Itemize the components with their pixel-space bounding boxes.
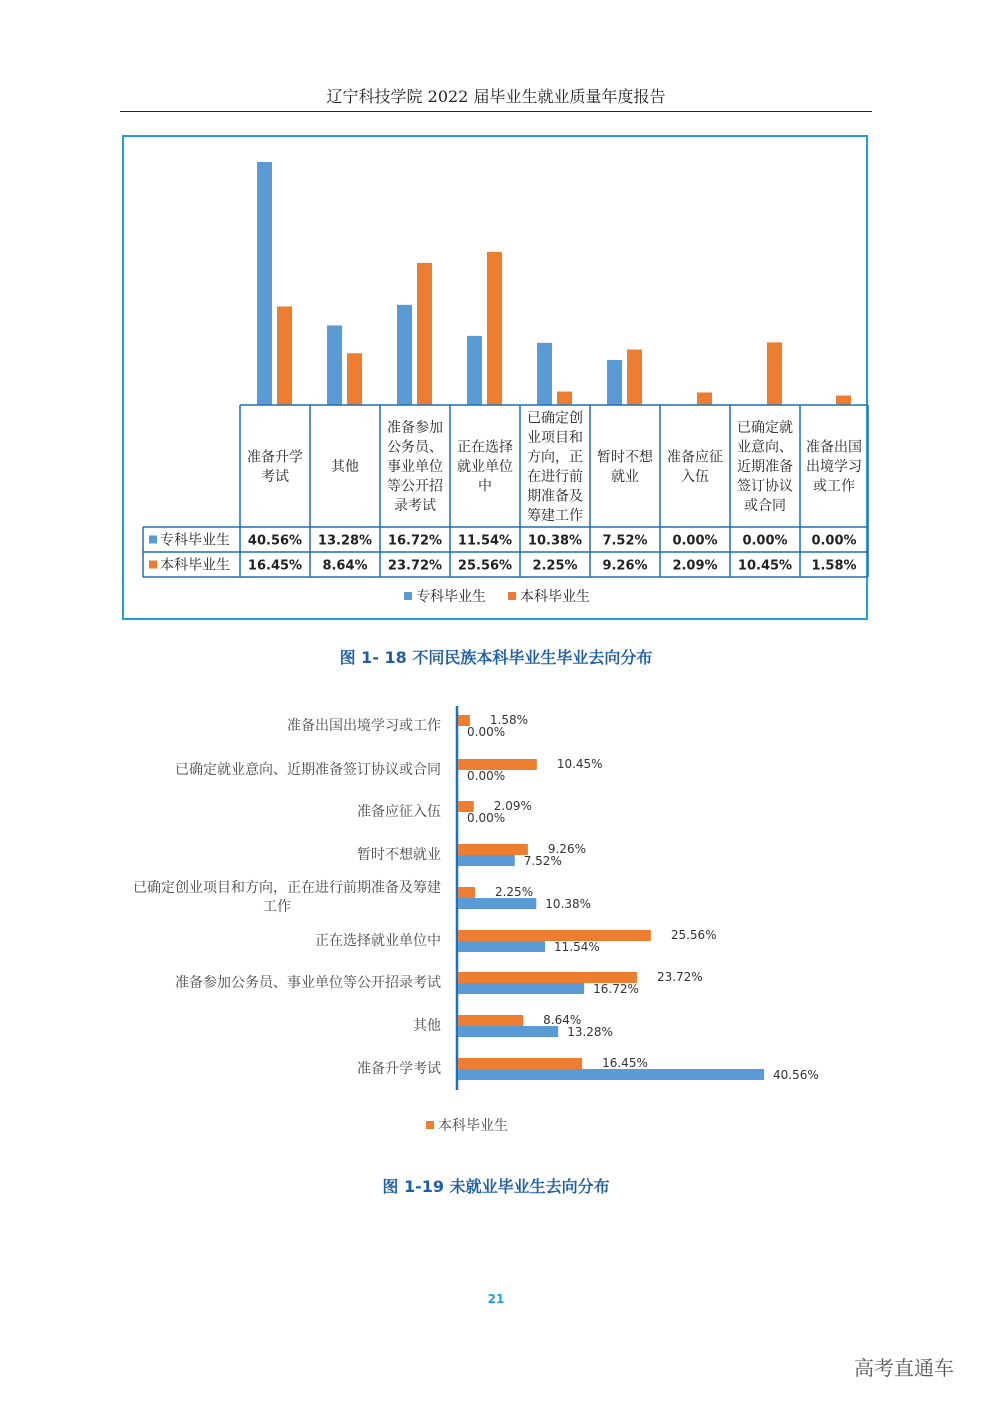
hbar-series2-4 (458, 898, 536, 909)
hbar-label-benke: 16.45% (602, 1056, 648, 1070)
data-label: 7.52% (602, 533, 648, 549)
legend-label-zhuanke: 专科毕业生 (416, 589, 486, 605)
legend-key-benke (508, 592, 516, 600)
legend-label-benke-2: 本科毕业生 (438, 1118, 508, 1134)
category-label: 已确定就 (737, 420, 793, 436)
category-label: 在进行前 (527, 468, 583, 485)
data-label: 16.72% (387, 533, 443, 549)
legend-key-zhuanke (404, 592, 412, 600)
category-label: 正在选择 (457, 439, 513, 456)
category-label: 暂时不想就业 (357, 847, 441, 863)
category-label: 入伍 (681, 468, 709, 485)
data-label: 10.38% (527, 533, 583, 549)
bar-benke-7 (767, 342, 782, 405)
data-label: 0.00% (811, 533, 857, 549)
category-label: 已确定创业项目和方向，正在进行前期准备及筹建 (133, 880, 441, 896)
hbar-label-series2: 11.54% (554, 940, 600, 954)
data-label: 9.26% (602, 558, 648, 574)
category-label: 其他 (331, 459, 359, 475)
page-header-title: 辽宁科技学院 2022 届毕业生就业质量年度报告 (326, 87, 666, 106)
data-label: 0.00% (672, 533, 718, 549)
hbar-label-benke: 2.25% (494, 885, 534, 899)
row-header-series-1: 本科毕业生 (160, 557, 230, 574)
category-label: 或合同 (744, 498, 786, 514)
category-label: 业项目和 (527, 429, 583, 446)
bar-benke-6 (697, 392, 712, 405)
hbar-series2-5 (458, 941, 545, 952)
bar-benke-2 (417, 263, 432, 405)
hbar-label-series2: 40.56% (773, 1068, 819, 1082)
category-label: 业意向、 (737, 439, 793, 456)
legend-key (149, 536, 157, 544)
category-label: 准备参加公务员、事业单位等公开招录考试 (175, 975, 441, 991)
hbar-label-benke: 2.09% (493, 799, 532, 813)
legend-label-benke: 本科毕业生 (520, 589, 590, 605)
data-label: 11.54% (457, 533, 513, 549)
category-label: 期准备及 (527, 488, 583, 505)
category-label: 准备出国 (806, 439, 862, 456)
hbar-series2-6 (458, 983, 584, 994)
bar-benke-0 (277, 306, 292, 405)
category-label: 中 (478, 478, 492, 495)
legend-key-benke-2 (426, 1121, 434, 1129)
bar-benke-1 (347, 353, 362, 405)
hbar-series2-3 (458, 855, 515, 866)
category-label: 公务员、 (387, 439, 443, 456)
category-label: 考试 (261, 468, 289, 485)
hbar-benke-3 (458, 844, 528, 855)
category-label: 或工作 (813, 478, 855, 495)
bar-benke-5 (627, 350, 642, 405)
category-label: 已确定就业意向、近期准备签订协议或合同 (175, 762, 441, 778)
data-label: 25.56% (457, 558, 513, 574)
hbar-label-series2: 0.00% (467, 811, 506, 825)
category-label: 近期准备 (737, 459, 793, 475)
data-label: 16.45% (247, 558, 303, 574)
page-number: 21 (487, 1292, 505, 1306)
hbar-label-series2: 0.00% (467, 725, 506, 739)
bar-zhuanke-4 (537, 343, 552, 405)
category-label: 工作 (263, 899, 291, 915)
row-header-series-0: 专科毕业生 (160, 532, 230, 549)
category-label: 准备升学 (247, 449, 303, 466)
category-label: 准备参加 (387, 420, 443, 436)
hbar-label-series2: 0.00% (467, 769, 506, 783)
hbar-label-series2: 16.72% (593, 982, 639, 996)
category-label: 等公开招 (387, 478, 443, 495)
data-label: 23.72% (387, 558, 443, 574)
data-label: 1.58% (811, 558, 857, 574)
bar-zhuanke-3 (467, 336, 482, 405)
data-label: 2.09% (672, 558, 718, 574)
bar-benke-8 (836, 396, 851, 405)
data-label: 8.64% (322, 558, 368, 574)
hbar-label-benke: 23.72% (656, 970, 703, 984)
category-label: 准备应征 (667, 449, 723, 466)
hbar-benke-4 (458, 887, 475, 898)
category-label: 就业 (611, 468, 639, 485)
hbar-benke-7 (458, 1015, 523, 1026)
category-label: 事业单位 (387, 459, 443, 475)
bar-zhuanke-1 (327, 325, 342, 405)
bar-zhuanke-2 (397, 305, 412, 405)
data-label: 40.56% (247, 533, 303, 549)
hbar-label-benke: 9.26% (547, 842, 586, 856)
figure1-caption: 图 1- 18 不同民族本科毕业生毕业去向分布 (339, 648, 653, 667)
category-label: 准备出国出境学习或工作 (287, 718, 441, 734)
data-label: 13.28% (317, 533, 373, 549)
hbar-label-benke: 10.45% (556, 757, 603, 771)
hbar-series2-7 (458, 1026, 558, 1037)
category-label: 正在选择就业单位中 (315, 933, 441, 949)
hbar-benke-8 (458, 1058, 582, 1069)
category-label: 其他 (413, 1018, 441, 1034)
watermark: 高考直通车 (854, 1356, 954, 1380)
bar-benke-3 (487, 252, 502, 405)
hbar-label-series2: 13.28% (567, 1025, 613, 1039)
hbar-label-series2: 10.38% (545, 897, 592, 911)
category-label: 准备升学考试 (357, 1061, 441, 1077)
bar-benke-4 (557, 392, 572, 405)
category-label: 暂时不想 (597, 449, 653, 466)
hbar-label-benke: 25.56% (670, 928, 717, 942)
hbar-series2-8 (458, 1069, 764, 1080)
bar-zhuanke-5 (607, 360, 622, 405)
hbar-label-series2: 7.52% (523, 854, 562, 868)
category-label: 已确定创 (527, 410, 583, 427)
legend-key (149, 561, 157, 569)
category-label: 签订协议 (737, 478, 793, 495)
figure2-caption: 图 1-19 未就业毕业生去向分布 (382, 1177, 610, 1196)
hbar-label-benke: 1.58% (489, 713, 529, 727)
data-label: 2.25% (532, 558, 578, 574)
data-label: 0.00% (742, 533, 788, 549)
category-label: 就业单位 (457, 459, 513, 475)
category-label: 准备应征入伍 (357, 804, 441, 820)
category-label: 方向，正 (527, 449, 583, 466)
bar-zhuanke-0 (257, 162, 272, 405)
data-label: 10.45% (737, 558, 793, 574)
category-label: 筹建工作 (527, 507, 583, 524)
category-label: 录考试 (394, 498, 436, 514)
hbar-label-benke: 8.64% (543, 1013, 582, 1027)
category-label: 出境学习 (806, 459, 862, 475)
